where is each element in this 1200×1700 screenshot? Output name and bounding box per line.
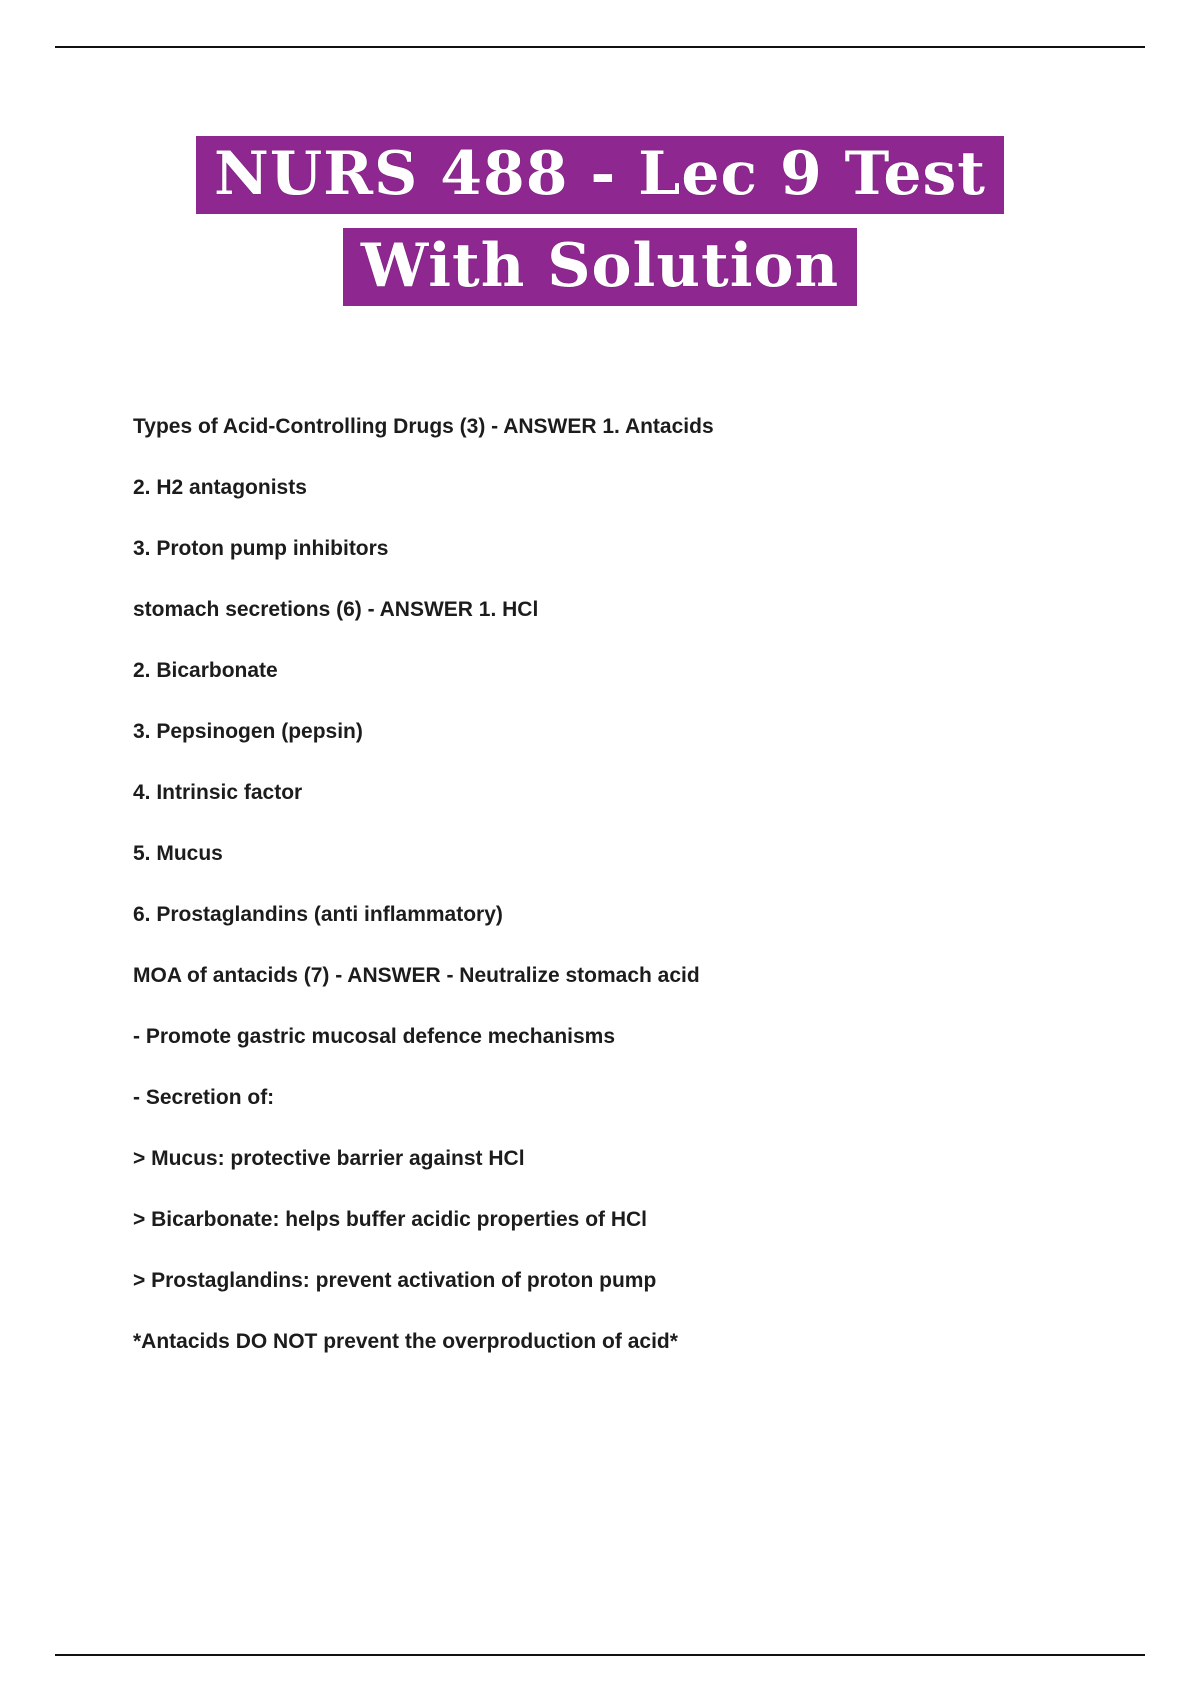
top-rule [55, 46, 1145, 48]
bottom-rule [55, 1654, 1145, 1656]
body-line: MOA of antacids (7) - ANSWER - Neutralize stomach acid [133, 964, 700, 987]
body-line: stomach secretions (6) - ANSWER 1. HCl [133, 598, 539, 621]
body-line: - Promote gastric mucosal defence mechanisms [133, 1025, 616, 1048]
body-line: > Prostaglandins: prevent activation of proton pump [133, 1269, 657, 1292]
body-line: 2. Bicarbonate [133, 659, 278, 682]
title-line-1: NURS 488 - Lec 9 Test [196, 136, 1004, 214]
body-line: > Bicarbonate: helps buffer acidic properties of HCl [133, 1208, 648, 1231]
body-line: 3. Proton pump inhibitors [133, 537, 389, 560]
body-line: 5. Mucus [133, 842, 223, 865]
title-line-2: With Solution [343, 228, 857, 306]
body-line: 2. H2 antagonists [133, 476, 307, 499]
body-line: *Antacids DO NOT prevent the overproduction of acid* [133, 1330, 678, 1353]
body-line: > Mucus: protective barrier against HCl [133, 1147, 525, 1170]
body-line: 3. Pepsinogen (pepsin) [133, 720, 363, 743]
document-body [133, 416, 1090, 1353]
body-line: 4. Intrinsic factor [133, 781, 303, 804]
body-line: 6. Prostaglandins (anti inflammatory) [133, 903, 503, 926]
body-line: Types of Acid-Controlling Drugs (3) - ANSWER 1. Antacids [133, 415, 714, 438]
document-title [0, 0, 1200, 320]
body-line: - Secretion of: [133, 1086, 275, 1109]
